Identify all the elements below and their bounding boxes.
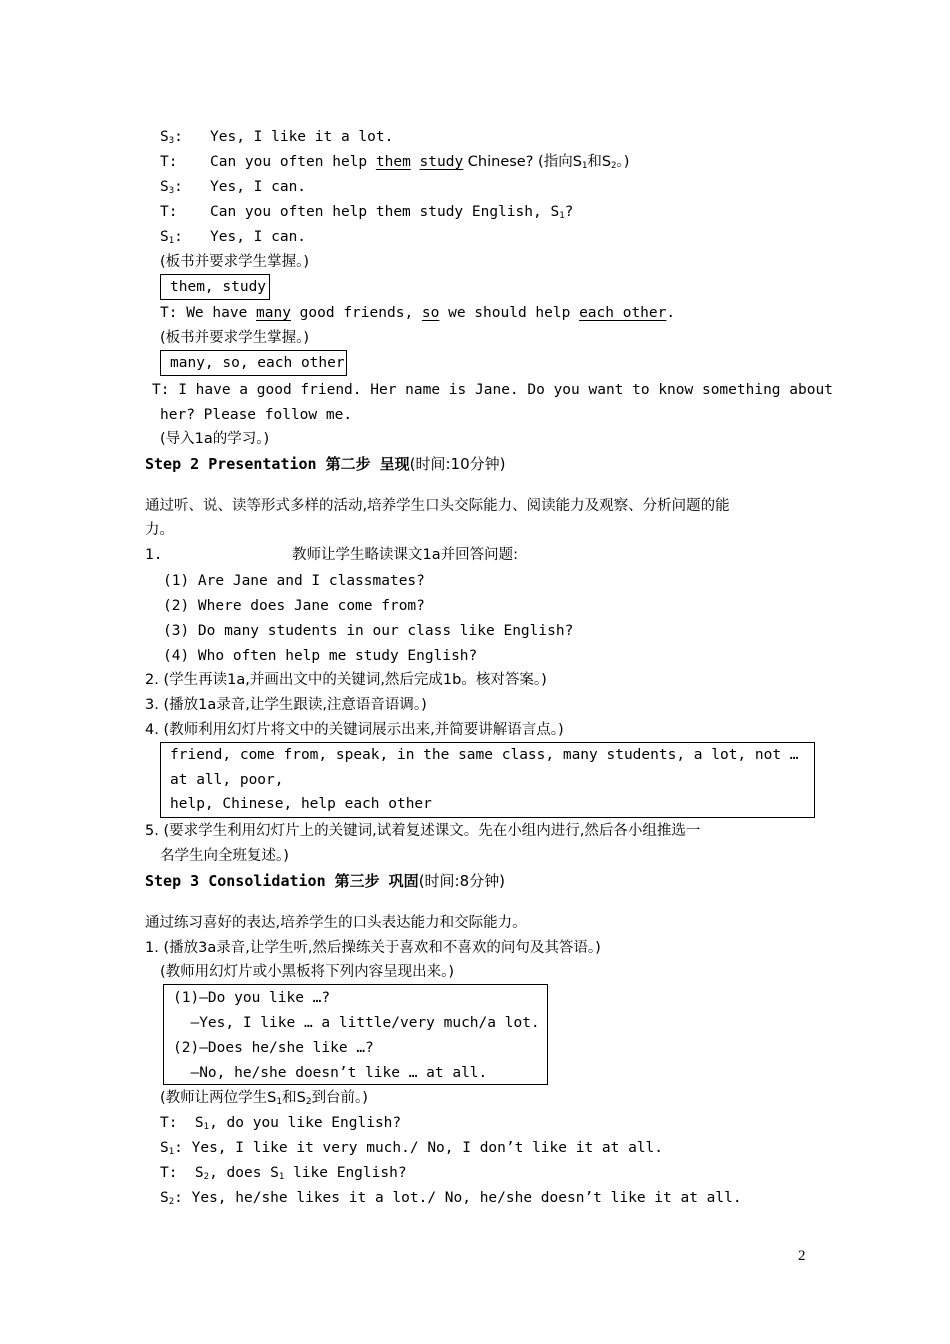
board-note: (板书并要求学生掌握。) xyxy=(160,330,310,346)
dialog-line: T: $S_1$, do you like English? xyxy=(160,1115,402,1132)
dialog-line: $S_1$: Yes, I can. xyxy=(160,229,307,246)
dialog-box xyxy=(163,984,548,1085)
question: (2) Where does Jane come from? xyxy=(163,598,425,614)
teacher-note: (教师让两位学生$S_1$和$S_2$到台前。) xyxy=(160,1090,368,1107)
board-note: (板书并要求学生掌握。) xyxy=(160,254,310,270)
keyword-box xyxy=(160,350,347,376)
dialog-line: T: $S_2$, does $S_1$ like English? xyxy=(160,1165,407,1182)
paragraph-line: her? Please follow me. xyxy=(160,407,353,423)
dialog-line: $S_2$: Yes, he/she likes it a lot./ No, he/she doesn’t like it at all. xyxy=(160,1190,742,1207)
keyword-box-text: help, Chinese, help each other xyxy=(170,796,432,812)
list-item-number: 1. xyxy=(145,547,163,563)
question: (1) Are Jane and I classmates? xyxy=(163,573,425,589)
list-item: 5. (要求学生利用幻灯片上的关键词,试着复述课文。先在小组内进行,然后各小组推选一 xyxy=(145,823,701,839)
goal-line: 通过练习喜好的表达,培养学生的口头表达能力和交际能力。 xyxy=(145,915,527,931)
step-heading: Step 2 Presentation 第二步 呈现(时间:10分钟) xyxy=(145,455,506,473)
keyword-box-text: many, so, each other xyxy=(170,355,345,371)
dialog-box-line: (2)—Does he/she like …? xyxy=(173,1040,374,1056)
dialog-box-line: —Yes, I like … a little/very much/a lot. xyxy=(173,1015,540,1031)
step-heading: Step 3 Consolidation 第三步 巩固(时间:8分钟) xyxy=(145,872,505,890)
list-item-text: 教师让学生略读课文1a并回答问题: xyxy=(292,547,518,563)
keyword-box xyxy=(160,274,270,300)
list-item: 名学生向全班复述。) xyxy=(160,848,289,864)
dialog-box-line: (1)—Do you like …? xyxy=(173,990,331,1006)
goal-line: 通过听、说、读等形式多样的活动,培养学生口头交际能力、阅读能力及观察、分析问题的能 xyxy=(145,498,730,514)
dialog-line: $S_3$: Yes, I like it a lot. xyxy=(160,129,394,146)
question: (3) Do many students in our class like English? xyxy=(163,623,574,639)
paragraph-line: T: I have a good friend. Her name is Jane. Do you want to know something about xyxy=(152,382,833,398)
keyword-box-text: friend, come from, speak, in the same class, many students, a lot, not … xyxy=(170,747,799,763)
dialog-box-line: —No, he/she doesn’t like … at all. xyxy=(173,1065,488,1081)
list-item: 1. (播放3a录音,让学生听,然后操练关于喜欢和不喜欢的问句及其答语。) xyxy=(145,940,601,956)
list-item: 2. (学生再读1a,并画出文中的关键词,然后完成1b。核对答案。) xyxy=(145,672,547,688)
keyword-box-text: at all, poor, xyxy=(170,772,284,788)
list-item: 3. (播放1a录音,让学生跟读,注意语音语调。) xyxy=(145,697,427,713)
goal-line: 力。 xyxy=(145,522,174,538)
keyword-box-text: them, study xyxy=(170,279,267,295)
lead-note: (导入1a的学习。) xyxy=(160,431,270,447)
dialog-line: T: Can you often help them study Chinese? (指向$S_1$和$S_2$。) xyxy=(160,154,630,171)
page-number: 2 xyxy=(798,1248,806,1264)
keyword-box xyxy=(160,742,815,818)
teacher-note: (教师用幻灯片或小黑板将下列内容呈现出来。) xyxy=(160,964,455,980)
dialog-line: $S_1$: Yes, I like it very much./ No, I don’t like it at all. xyxy=(160,1140,664,1157)
dialog-line: T: Can you often help them study English, $S_1$? xyxy=(160,204,574,221)
list-item: 4. (教师利用幻灯片将文中的关键词展示出来,并简要讲解语言点。) xyxy=(145,722,564,738)
dialog-line: T: We have many good friends, so we should help each other. xyxy=(160,305,676,321)
dialog-line: $S_3$: Yes, I can. xyxy=(160,179,307,196)
question: (4) Who often help me study English? xyxy=(163,648,478,664)
